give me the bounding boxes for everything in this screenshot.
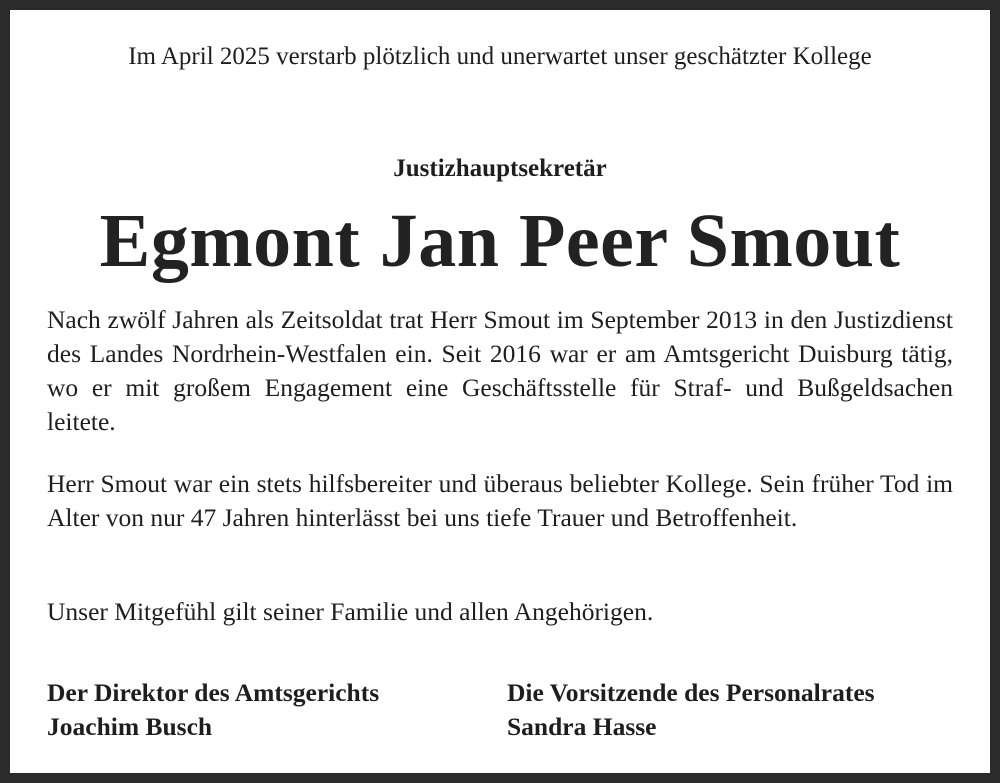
paragraph-career: Nach zwölf Jahren als Zeitsoldat trat Herr Smout im September 2013 in den Justizdienst des Landes Nordrhein-Westfalen ein. Seit 2016 war er am Amtsgericht Duisburg tätig, wo er mit großem Engagement eine Geschäftsstelle für Straf- und Bußgeldsachen leitete. [47, 305, 953, 436]
signature-name: Joachim Busch [47, 712, 213, 741]
paragraph-tribute: Herr Smout war ein stets hilfsbereiter und überaus beliebter Kollege. Sein früher Tod im Alter von nur 47 Jahren hinterlässt bei uns tiefe Trauer und Betroffenheit. [47, 469, 953, 532]
job-title: Justizhauptsekretär [393, 155, 607, 182]
signature-staff-council [507, 676, 875, 744]
signature-name: Sandra Hasse [507, 712, 657, 741]
signature-director [47, 676, 379, 744]
paragraph-condolence: Unser Mitgefühl gilt seiner Familie und allen Angehörigen. [47, 597, 654, 626]
deceased-name: Egmont Jan Peer Smout [99, 199, 901, 283]
intro-text: Im April 2025 verstarb plötzlich und unerwartet unser geschätzter Kollege [128, 43, 872, 70]
signature-role: Der Direktor des Amtsgerichts [47, 678, 380, 707]
signature-role: Die Vorsitzende des Personalrates [507, 678, 875, 707]
